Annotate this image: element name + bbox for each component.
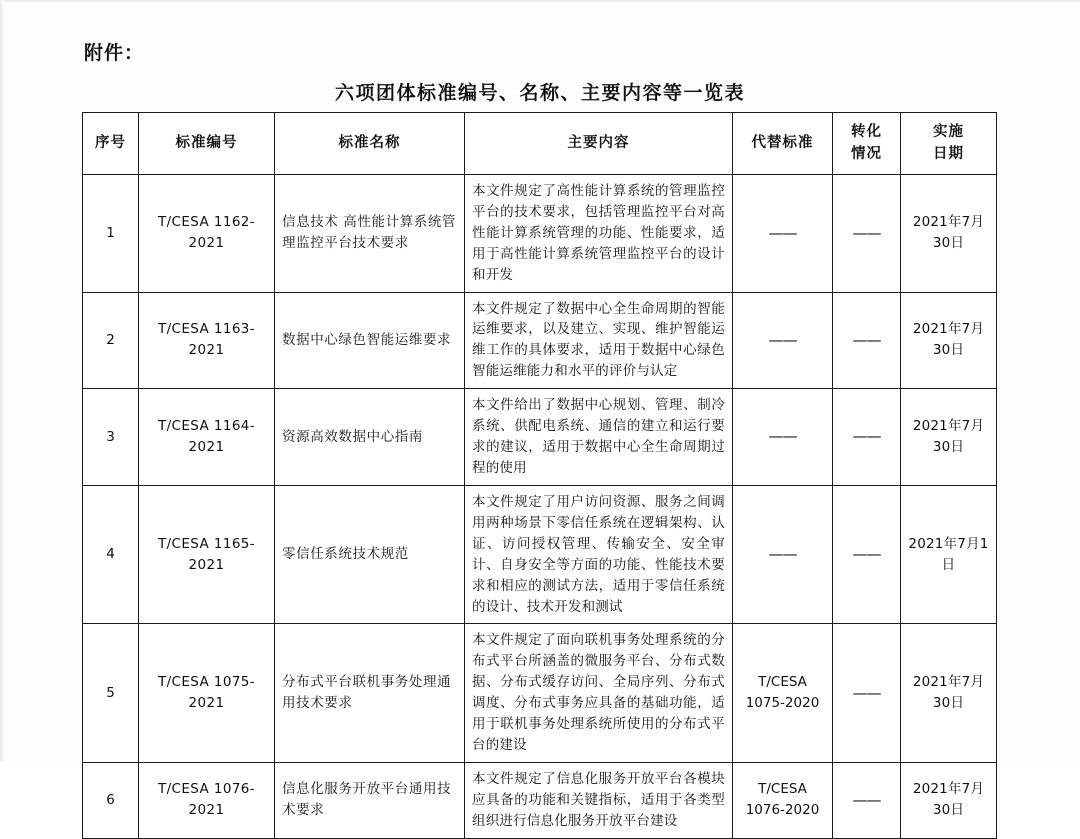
cell-content: 本文件规定了用户访问资源、服务之间调用两种场景下零信任系统在逻辑架构、认证、访问授权管理、传输安全、安全审计、自身安全等方面的功能、性能技术要求和相应的测试方法，适用于零信任系统的设计、技术开发和测试	[465, 485, 733, 624]
attachment-label: 附件：	[84, 42, 145, 64]
cell-name: 数据中心绿色智能运维要求	[275, 292, 465, 389]
cell-replace-line1: T/CESA	[758, 674, 807, 691]
cell-convert-text: ——	[852, 683, 881, 702]
cell-replace	[733, 292, 833, 389]
cell-date: 2021年7月30日	[901, 174, 997, 292]
column-header-replace: 代替标准	[733, 113, 833, 175]
cell-convert	[833, 174, 901, 292]
column-header-content: 主要内容	[465, 113, 733, 175]
cell-convert	[833, 485, 901, 624]
cell-replace	[733, 174, 833, 292]
cell-code: T/CESA 1075-2021	[139, 624, 275, 763]
column-header-convert-line1: 转化	[851, 124, 882, 140]
column-header-code: 标准编号	[139, 113, 275, 175]
cell-code: T/CESA 1165-2021	[139, 485, 275, 624]
cell-date: 2021年7月30日	[901, 389, 997, 486]
cell-replace	[733, 624, 833, 763]
cell-replace-line2: 1075-2020	[745, 695, 820, 712]
cell-replace-text: ——	[768, 545, 797, 564]
cell-content: 本文件规定了信息化服务开放平台各模块应具备的功能和关键指标，适用于各类型组织进行信息化服务开放平台建设	[465, 762, 733, 838]
cell-name: 资源高效数据中心指南	[275, 389, 465, 486]
column-header-name: 标准名称	[275, 113, 465, 175]
cell-date: 2021年7月30日	[901, 762, 997, 838]
cell-replace-text: ——	[768, 427, 797, 446]
cell-convert-text: ——	[852, 223, 881, 242]
cell-convert	[833, 762, 901, 838]
page-edge-shadow-left	[0, 0, 4, 761]
column-header-convert-line2: 情况	[851, 146, 882, 163]
cell-convert	[833, 389, 901, 486]
cell-code: T/CESA 1162-2021	[139, 174, 275, 292]
cell-index: 1	[83, 174, 139, 292]
cell-index: 2	[83, 292, 139, 389]
cell-code: T/CESA 1163-2021	[139, 292, 275, 389]
cell-index: 3	[83, 389, 139, 486]
cell-date: 2021年7月30日	[901, 292, 997, 389]
cell-index: 5	[83, 624, 139, 763]
cell-index: 6	[83, 762, 139, 838]
cell-convert-text: ——	[852, 790, 881, 809]
table-row	[83, 174, 997, 292]
table-row	[83, 762, 997, 838]
cell-convert	[833, 292, 901, 389]
cell-replace-text: ——	[768, 330, 797, 349]
cell-replace-text: ——	[768, 223, 797, 242]
cell-code: T/CESA 1164-2021	[139, 389, 275, 486]
cell-replace-line1: T/CESA	[758, 781, 807, 798]
cell-name: 零信任系统技术规范	[275, 485, 465, 624]
cell-code: T/CESA 1076-2021	[139, 762, 275, 838]
cell-replace	[733, 485, 833, 624]
cell-replace	[733, 762, 833, 838]
cell-content: 本文件给出了数据中心规划、管理、制冷系统、供配电系统、通信的建立和运行要求的建议，适用于数据中心全生命周期过程的使用	[465, 389, 733, 486]
column-header-date	[901, 113, 997, 175]
cell-content: 本文件规定了面向联机事务处理系统的分布式平台所涵盖的微服务平台、分布式数据、分布式缓存访问、全局序列、分布式调度、分布式事务应具备的基础功能，适用于联机事务处理系统所使用的分布式平台的建设	[465, 624, 733, 763]
cell-replace	[733, 389, 833, 486]
column-header-index: 序号	[83, 113, 139, 175]
cell-name: 分布式平台联机事务处理通用技术要求	[275, 624, 465, 763]
cell-name: 信息技术 高性能计算系统管理监控平台技术要求	[275, 174, 465, 292]
cell-date: 2021年7月30日	[901, 624, 997, 763]
cell-convert	[833, 624, 901, 763]
cell-date: 2021年7月1日	[901, 485, 997, 624]
column-header-date-line2: 日期	[933, 146, 964, 163]
standards-table	[82, 112, 997, 839]
cell-replace-line2: 1076-2020	[745, 802, 820, 819]
table-row	[83, 624, 997, 763]
table-row	[83, 389, 997, 486]
cell-convert-text: ——	[852, 545, 881, 564]
column-header-convert	[833, 113, 901, 175]
cell-convert-text: ——	[852, 330, 881, 349]
page-edge-shadow-top	[0, 0, 1080, 3]
column-header-date-line1: 实施	[933, 124, 964, 140]
page-title: 六项团体标准编号、名称、主要内容等一览表	[334, 82, 745, 104]
table-row	[83, 292, 997, 389]
cell-index: 4	[83, 485, 139, 624]
cell-convert-text: ——	[852, 427, 881, 446]
table-header-row	[83, 113, 997, 175]
cell-content: 本文件规定了数据中心全生命周期的智能运维要求，以及建立、实现、维护智能运维工作的具体要求，适用于数据中心绿色智能运维能力和水平的评价与认定	[465, 292, 733, 389]
cell-content: 本文件规定了高性能计算系统的管理监控平台的技术要求，包括管理监控平台对高性能计算系统管理的功能、性能要求，适用于高性能计算系统管理监控平台的设计和开发	[465, 174, 733, 292]
table-row	[83, 485, 997, 624]
cell-name: 信息化服务开放平台通用技术要求	[275, 762, 465, 838]
